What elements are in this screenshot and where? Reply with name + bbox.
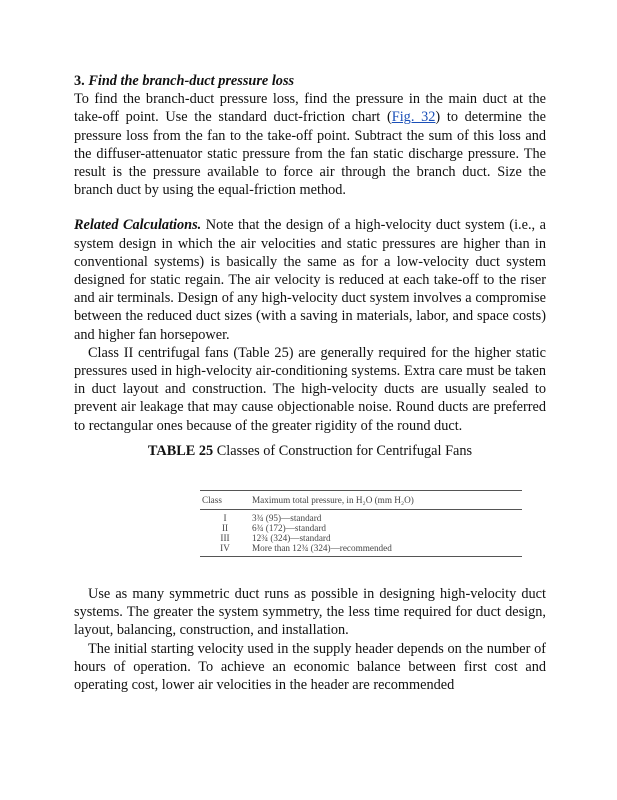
table-header-pressure: Maximum total pressure, in H₂O (mm H₂O)	[250, 491, 522, 510]
related-calculations-lead: Related Calculations.	[74, 217, 202, 234]
paragraph-gap	[74, 199, 546, 216]
figure-32-link[interactable]: Fig. 32	[391, 109, 436, 126]
symmetric-duct-paragraph: Use as many symmetric duct runs as possible in designing high-velocity duct systems. The greater the system symmetry, the less time required for duct design, layout, balancing, construction, and installation.	[74, 586, 546, 639]
section-body-before-link: To find the branch-duct pressure loss, find the pressure in the main duct at the take-off point. Use the standard duct-friction chart (	[74, 91, 546, 126]
table-header-row	[200, 491, 522, 510]
table-row	[200, 543, 522, 557]
table-cell-pressure: 6¾ (172)—standard	[252, 523, 326, 534]
table-caption-text: Classes of Construction for Centrifugal Fans	[213, 442, 473, 459]
table-row	[200, 510, 522, 524]
table-cell-class: III	[220, 533, 230, 544]
table-cell-class: II	[221, 523, 229, 534]
section-body-paragraph	[74, 90, 546, 199]
table-cell-class: IV	[200, 543, 250, 557]
table-cell-pressure: 12¾ (324)—standard	[252, 533, 331, 544]
section-title: Find the branch-duct pressure loss	[88, 73, 295, 89]
document-page	[74, 72, 546, 694]
fan-classes-table	[200, 490, 522, 557]
initial-velocity-paragraph: The initial starting velocity used in the supply header depends on the number of hours of operation. To achieve an economic balance between first cost and operating cost, lower air velocities in the header are recommended	[74, 640, 546, 694]
section-heading	[74, 72, 546, 90]
table-header-class: Class	[200, 491, 250, 510]
related-calculations-paragraph	[74, 216, 546, 343]
table-row	[200, 533, 522, 543]
related-calculations-text: Note that the design of a high-velocity duct system (i.e., a system design in which the air velocities and static pressures are higher than in conventional systems) is basically the same as for a low-velocity duct system designed for static regain. The air velocity is reduced at each take-off to the riser and air terminals. Design of any high-velocity duct system involves a compromise between the reduced duct sizes (with a saving in materials, labor, and space costs) and higher fan horsepower.	[74, 217, 546, 343]
table-caption-number: TABLE 25	[147, 442, 214, 459]
section-number: 3.	[74, 73, 85, 89]
table-cell-class: I	[223, 513, 227, 524]
table-caption	[74, 442, 546, 460]
table-cell-pressure: More than 12¾ (324)—recommended	[250, 543, 522, 557]
table-row	[200, 523, 522, 533]
section-body-after-link: ) to determine the pressure loss from the fan to the take-off point. Subtract the sum of this loss and the diffuser-attenuator static pressure from the fan static discharge pressure. The result is the pressure available to force air through the branch duct. Size the branch duct by using the equal-friction method.	[74, 109, 546, 199]
fan-classes-table-wrapper	[200, 490, 522, 557]
table-cell-pressure: 3¾ (95)—standard	[252, 513, 322, 524]
centrifugal-fans-paragraph: Class II centrifugal fans (Table 25) are generally required for the higher static pressures used in high-velocity air-conditioning systems. Extra care must be taken in duct layout and construction. The high-velocity ducts are usually sealed to prevent air leakage that may cause objectionable noise. Round ducts are preferred to rectangular ones because of the greater rigidity of the round duct.	[74, 344, 546, 434]
